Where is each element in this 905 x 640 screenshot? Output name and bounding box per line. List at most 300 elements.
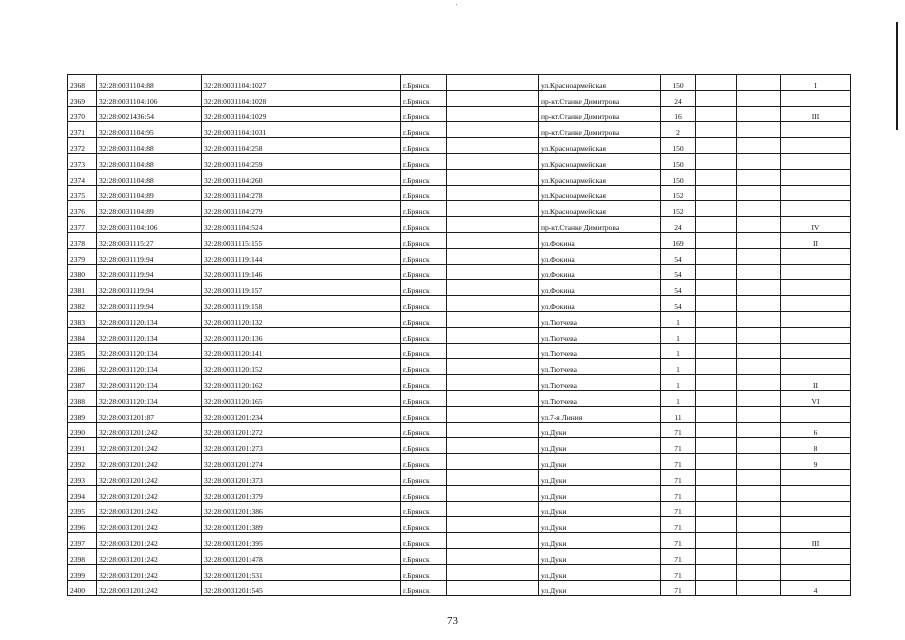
cell-record-number: 2385	[68, 343, 97, 359]
cell-empty	[447, 185, 539, 201]
table-row	[68, 311, 851, 327]
cell-empty	[696, 264, 737, 280]
cell-street: ул.Тютчева	[539, 343, 661, 359]
cell-empty	[696, 406, 737, 422]
cell-premise-number	[781, 169, 851, 185]
cell-house-number: 1	[661, 390, 696, 406]
cell-city: г.Брянск	[401, 217, 447, 233]
cell-city: г.Брянск	[401, 153, 447, 169]
cell-empty	[737, 438, 781, 454]
cell-empty	[737, 280, 781, 296]
cell-empty	[737, 485, 781, 501]
table-row	[68, 75, 851, 91]
cell-object-number: 32:28:0031120:162	[202, 375, 401, 391]
cell-parcel-number: 32:28:0031104:88	[97, 169, 202, 185]
cell-premise-number: III	[781, 533, 851, 549]
cell-empty	[447, 501, 539, 517]
table-row	[68, 406, 851, 422]
cell-street: ул.Дуки	[539, 469, 661, 485]
cell-parcel-number: 32:28:0031201:242	[97, 469, 202, 485]
cell-object-number: 32:28:0031119:158	[202, 296, 401, 312]
cell-object-number: 32:28:0031119:144	[202, 248, 401, 264]
table-row	[68, 438, 851, 454]
cell-empty	[737, 327, 781, 343]
cell-empty	[447, 138, 539, 154]
cell-empty	[696, 75, 737, 91]
cell-premise-number: 8	[781, 438, 851, 454]
cell-city: г.Брянск	[401, 169, 447, 185]
table-row	[68, 343, 851, 359]
cell-street: ул.Дуки	[539, 517, 661, 533]
cell-street: пр-кт.Станке Димитрова	[539, 217, 661, 233]
cell-empty	[696, 359, 737, 375]
cell-empty	[447, 280, 539, 296]
cell-city: г.Брянск	[401, 122, 447, 138]
cell-street: ул.7-я Линия	[539, 406, 661, 422]
cell-empty	[737, 564, 781, 580]
cell-empty	[447, 311, 539, 327]
cell-city: г.Брянск	[401, 533, 447, 549]
cell-object-number: 32:28:0031201:234	[202, 406, 401, 422]
cell-record-number: 2392	[68, 454, 97, 470]
cell-street: ул.Тютчева	[539, 311, 661, 327]
cell-house-number: 1	[661, 327, 696, 343]
cell-empty	[447, 485, 539, 501]
table-row	[68, 248, 851, 264]
cell-record-number: 2368	[68, 75, 97, 91]
cell-city: г.Брянск	[401, 248, 447, 264]
table-row	[68, 359, 851, 375]
cell-city: г.Брянск	[401, 438, 447, 454]
cell-house-number: 24	[661, 90, 696, 106]
cell-parcel-number: 32:28:0031119:94	[97, 280, 202, 296]
cell-object-number: 32:28:0031201:273	[202, 438, 401, 454]
cell-record-number: 2384	[68, 327, 97, 343]
cell-empty	[447, 169, 539, 185]
cell-object-number: 32:28:0031120:132	[202, 311, 401, 327]
cell-street: пр-кт.Станке Димитрова	[539, 122, 661, 138]
cell-city: г.Брянск	[401, 311, 447, 327]
cell-city: г.Брянск	[401, 75, 447, 91]
cell-city: г.Брянск	[401, 454, 447, 470]
cell-empty	[737, 454, 781, 470]
cell-object-number: 32:28:0031201:395	[202, 533, 401, 549]
cell-empty	[447, 106, 539, 122]
cell-empty	[447, 232, 539, 248]
cell-empty	[447, 327, 539, 343]
cell-house-number: 71	[661, 580, 696, 596]
cell-city: г.Брянск	[401, 106, 447, 122]
cell-city: г.Брянск	[401, 406, 447, 422]
cell-object-number: 32:28:0031104:1028	[202, 90, 401, 106]
cell-record-number: 2372	[68, 138, 97, 154]
cell-empty	[737, 201, 781, 217]
cell-premise-number	[781, 185, 851, 201]
cell-city: г.Брянск	[401, 343, 447, 359]
page-number: 73	[447, 615, 458, 627]
cell-record-number: 2378	[68, 232, 97, 248]
cell-record-number: 2376	[68, 201, 97, 217]
cell-object-number: 32:28:0031201:545	[202, 580, 401, 596]
cell-empty	[737, 232, 781, 248]
cell-parcel-number: 32:28:0031201:242	[97, 422, 202, 438]
table-row	[68, 201, 851, 217]
cell-premise-number	[781, 296, 851, 312]
cell-parcel-number: 32:28:0031104:88	[97, 138, 202, 154]
cell-empty	[737, 217, 781, 233]
cell-city: г.Брянск	[401, 390, 447, 406]
cell-street: ул.Фокина	[539, 232, 661, 248]
cell-empty	[447, 75, 539, 91]
cell-parcel-number: 32:28:0031201:242	[97, 485, 202, 501]
cell-empty	[696, 564, 737, 580]
cell-empty	[696, 533, 737, 549]
cell-empty	[696, 280, 737, 296]
cell-street: ул.Красноармейская	[539, 169, 661, 185]
cell-house-number: 150	[661, 138, 696, 154]
table-row	[68, 217, 851, 233]
cell-street: ул.Красноармейская	[539, 185, 661, 201]
table-row	[68, 501, 851, 517]
cell-premise-number: I	[781, 75, 851, 91]
cell-empty	[447, 438, 539, 454]
cell-record-number: 2388	[68, 390, 97, 406]
cell-object-number: 32:28:0031201:379	[202, 485, 401, 501]
cell-house-number: 71	[661, 438, 696, 454]
cell-object-number: 32:28:0031104:258	[202, 138, 401, 154]
cell-house-number: 152	[661, 185, 696, 201]
cell-record-number: 2390	[68, 422, 97, 438]
cell-record-number: 2386	[68, 359, 97, 375]
cell-empty	[737, 390, 781, 406]
cell-empty	[696, 580, 737, 596]
cell-empty	[696, 438, 737, 454]
cell-house-number: 16	[661, 106, 696, 122]
cell-object-number: 32:28:0031104:259	[202, 153, 401, 169]
cell-parcel-number: 32:28:0031104:106	[97, 90, 202, 106]
cell-street: ул.Дуки	[539, 438, 661, 454]
cell-empty	[696, 201, 737, 217]
cell-premise-number: 6	[781, 422, 851, 438]
cell-empty	[737, 169, 781, 185]
cell-empty	[737, 153, 781, 169]
cell-empty	[737, 185, 781, 201]
cell-house-number: 71	[661, 454, 696, 470]
cell-city: г.Брянск	[401, 375, 447, 391]
cell-empty	[447, 264, 539, 280]
table-row	[68, 454, 851, 470]
cell-record-number: 2383	[68, 311, 97, 327]
cell-street: ул.Фокина	[539, 264, 661, 280]
table-row	[68, 296, 851, 312]
cell-empty	[696, 501, 737, 517]
cell-city: г.Брянск	[401, 359, 447, 375]
table-row	[68, 232, 851, 248]
cell-empty	[696, 153, 737, 169]
cell-house-number: 2	[661, 122, 696, 138]
cell-object-number: 32:28:0031104:1027	[202, 75, 401, 91]
cell-empty	[447, 454, 539, 470]
cell-empty	[447, 564, 539, 580]
cell-empty	[447, 548, 539, 564]
registry-rows	[68, 75, 851, 596]
table-row	[68, 390, 851, 406]
cell-premise-number	[781, 280, 851, 296]
cell-parcel-number: 32:28:0031104:89	[97, 185, 202, 201]
cell-city: г.Брянск	[401, 501, 447, 517]
cell-empty	[737, 359, 781, 375]
cell-record-number: 2373	[68, 153, 97, 169]
cell-street: пр-кт.Станке Димитрова	[539, 90, 661, 106]
cell-parcel-number: 32:28:0031104:106	[97, 217, 202, 233]
cell-parcel-number: 32:28:0031120:134	[97, 390, 202, 406]
cell-object-number: 32:28:0031201:478	[202, 548, 401, 564]
cell-empty	[696, 485, 737, 501]
cell-empty	[737, 311, 781, 327]
cell-record-number: 2397	[68, 533, 97, 549]
cell-premise-number: 9	[781, 454, 851, 470]
cell-object-number: 32:28:0031201:386	[202, 501, 401, 517]
cell-house-number: 150	[661, 169, 696, 185]
cell-object-number: 32:28:0031104:260	[202, 169, 401, 185]
cell-record-number: 2399	[68, 564, 97, 580]
registry-table	[67, 74, 851, 596]
table-row	[68, 90, 851, 106]
cell-empty	[696, 248, 737, 264]
cell-house-number: 54	[661, 264, 696, 280]
cell-empty	[737, 106, 781, 122]
cell-empty	[696, 375, 737, 391]
cell-object-number: 32:28:0031104:524	[202, 217, 401, 233]
cell-empty	[447, 390, 539, 406]
cell-street: пр-кт.Станке Димитрова	[539, 106, 661, 122]
cell-empty	[447, 217, 539, 233]
cell-street: ул.Красноармейская	[539, 75, 661, 91]
cell-parcel-number: 32:28:0021436:54	[97, 106, 202, 122]
cell-house-number: 71	[661, 469, 696, 485]
cell-parcel-number: 32:28:0031201:87	[97, 406, 202, 422]
cell-record-number: 2395	[68, 501, 97, 517]
cell-empty	[696, 185, 737, 201]
cell-house-number: 71	[661, 548, 696, 564]
cell-house-number: 71	[661, 501, 696, 517]
cell-house-number: 1	[661, 359, 696, 375]
table-row	[68, 564, 851, 580]
cell-record-number: 2379	[68, 248, 97, 264]
table-row	[68, 264, 851, 280]
cell-city: г.Брянск	[401, 485, 447, 501]
cell-object-number: 32:28:0031120:136	[202, 327, 401, 343]
table-row	[68, 533, 851, 549]
cell-street: ул.Фокина	[539, 248, 661, 264]
cell-premise-number: II	[781, 375, 851, 391]
cell-empty	[737, 375, 781, 391]
cell-record-number: 2387	[68, 375, 97, 391]
cell-house-number: 152	[661, 201, 696, 217]
cell-empty	[447, 533, 539, 549]
cell-premise-number	[781, 501, 851, 517]
cell-premise-number	[781, 248, 851, 264]
cell-empty	[447, 248, 539, 264]
cell-parcel-number: 32:28:0031119:94	[97, 264, 202, 280]
cell-record-number: 2381	[68, 280, 97, 296]
cell-street: ул.Фокина	[539, 280, 661, 296]
cell-city: г.Брянск	[401, 232, 447, 248]
cell-object-number: 32:28:0031201:389	[202, 517, 401, 533]
cell-parcel-number: 32:28:0031201:242	[97, 533, 202, 549]
cell-parcel-number: 32:28:0031201:242	[97, 501, 202, 517]
cell-street: ул.Дуки	[539, 548, 661, 564]
cell-city: г.Брянск	[401, 90, 447, 106]
cell-record-number: 2393	[68, 469, 97, 485]
cell-parcel-number: 32:28:0031119:94	[97, 248, 202, 264]
cell-parcel-number: 32:28:0031201:242	[97, 438, 202, 454]
cell-empty	[696, 217, 737, 233]
cell-empty	[696, 343, 737, 359]
cell-premise-number	[781, 406, 851, 422]
cell-house-number: 1	[661, 375, 696, 391]
cell-house-number: 71	[661, 517, 696, 533]
cell-record-number: 2398	[68, 548, 97, 564]
cell-premise-number	[781, 548, 851, 564]
table-row	[68, 548, 851, 564]
cell-premise-number	[781, 90, 851, 106]
cell-city: г.Брянск	[401, 327, 447, 343]
cell-parcel-number: 32:28:0031104:88	[97, 153, 202, 169]
cell-object-number: 32:28:0031201:373	[202, 469, 401, 485]
cell-house-number: 1	[661, 343, 696, 359]
cell-empty	[737, 138, 781, 154]
cell-empty	[696, 122, 737, 138]
cell-record-number: 2382	[68, 296, 97, 312]
cell-street: ул.Дуки	[539, 580, 661, 596]
cell-parcel-number: 32:28:0031104:88	[97, 75, 202, 91]
cell-empty	[696, 138, 737, 154]
cell-empty	[447, 296, 539, 312]
table-row	[68, 469, 851, 485]
cell-parcel-number: 32:28:0031201:242	[97, 564, 202, 580]
cell-parcel-number: 32:28:0031120:134	[97, 311, 202, 327]
cell-parcel-number: 32:28:0031120:134	[97, 327, 202, 343]
table-row	[68, 122, 851, 138]
cell-empty	[737, 469, 781, 485]
cell-street: ул.Дуки	[539, 422, 661, 438]
cell-parcel-number: 32:28:0031120:134	[97, 343, 202, 359]
cell-premise-number	[781, 153, 851, 169]
cell-record-number: 2374	[68, 169, 97, 185]
cell-record-number: 2396	[68, 517, 97, 533]
cell-premise-number: IV	[781, 217, 851, 233]
cell-empty	[447, 153, 539, 169]
cell-street: ул.Тютчева	[539, 390, 661, 406]
cell-premise-number	[781, 359, 851, 375]
cell-premise-number	[781, 122, 851, 138]
cell-record-number: 2389	[68, 406, 97, 422]
cell-parcel-number: 32:28:0031119:94	[97, 296, 202, 312]
cell-empty	[696, 169, 737, 185]
cell-city: г.Брянск	[401, 422, 447, 438]
cell-empty	[737, 90, 781, 106]
cell-empty	[447, 580, 539, 596]
cell-house-number: 71	[661, 422, 696, 438]
cell-empty	[737, 548, 781, 564]
cell-record-number: 2380	[68, 264, 97, 280]
cell-house-number: 71	[661, 485, 696, 501]
cell-object-number: 32:28:0031201:531	[202, 564, 401, 580]
cell-street: ул.Тютчева	[539, 359, 661, 375]
cell-record-number: 2370	[68, 106, 97, 122]
cell-object-number: 32:28:0031119:146	[202, 264, 401, 280]
cell-object-number: 32:28:0031104:1029	[202, 106, 401, 122]
cell-empty	[737, 422, 781, 438]
cell-house-number: 54	[661, 248, 696, 264]
cell-empty	[447, 201, 539, 217]
cell-house-number: 150	[661, 153, 696, 169]
cell-record-number: 2391	[68, 438, 97, 454]
cell-city: г.Брянск	[401, 296, 447, 312]
cell-city: г.Брянск	[401, 185, 447, 201]
cell-street: ул.Дуки	[539, 501, 661, 517]
table-row	[68, 580, 851, 596]
table-row	[68, 138, 851, 154]
cell-object-number: 32:28:0031120:141	[202, 343, 401, 359]
cell-empty	[447, 517, 539, 533]
cell-object-number: 32:28:0031120:165	[202, 390, 401, 406]
cell-city: г.Брянск	[401, 138, 447, 154]
cell-parcel-number: 32:28:0031201:242	[97, 580, 202, 596]
cell-premise-number: VI	[781, 390, 851, 406]
table-row	[68, 517, 851, 533]
cell-premise-number	[781, 138, 851, 154]
cell-object-number: 32:28:0031201:272	[202, 422, 401, 438]
cell-record-number: 2400	[68, 580, 97, 596]
cell-street: ул.Красноармейская	[539, 153, 661, 169]
cell-street: ул.Дуки	[539, 485, 661, 501]
cell-empty	[696, 296, 737, 312]
cell-city: г.Брянск	[401, 264, 447, 280]
cell-object-number: 32:28:0031120:152	[202, 359, 401, 375]
cell-empty	[737, 122, 781, 138]
cell-street: ул.Дуки	[539, 533, 661, 549]
cell-empty	[737, 501, 781, 517]
table-row	[68, 422, 851, 438]
cell-record-number: 2369	[68, 90, 97, 106]
cell-object-number: 32:28:0031104:278	[202, 185, 401, 201]
cell-empty	[696, 90, 737, 106]
cell-empty	[737, 75, 781, 91]
cell-street: ул.Красноармейская	[539, 201, 661, 217]
cell-house-number: 71	[661, 533, 696, 549]
cell-street: ул.Тютчева	[539, 375, 661, 391]
cell-empty	[737, 264, 781, 280]
page-edge-mark	[896, 22, 898, 130]
table-row	[68, 375, 851, 391]
cell-empty	[447, 122, 539, 138]
cell-premise-number: II	[781, 232, 851, 248]
cell-parcel-number: 32:28:0031201:242	[97, 548, 202, 564]
table-row	[68, 485, 851, 501]
table-row	[68, 153, 851, 169]
cell-empty	[696, 390, 737, 406]
cell-premise-number	[781, 517, 851, 533]
cell-empty	[737, 580, 781, 596]
cell-house-number: 1	[661, 311, 696, 327]
cell-street: ул.Красноармейская	[539, 138, 661, 154]
cell-street: ул.Фокина	[539, 296, 661, 312]
cell-record-number: 2377	[68, 217, 97, 233]
table-row	[68, 169, 851, 185]
cell-premise-number: III	[781, 106, 851, 122]
